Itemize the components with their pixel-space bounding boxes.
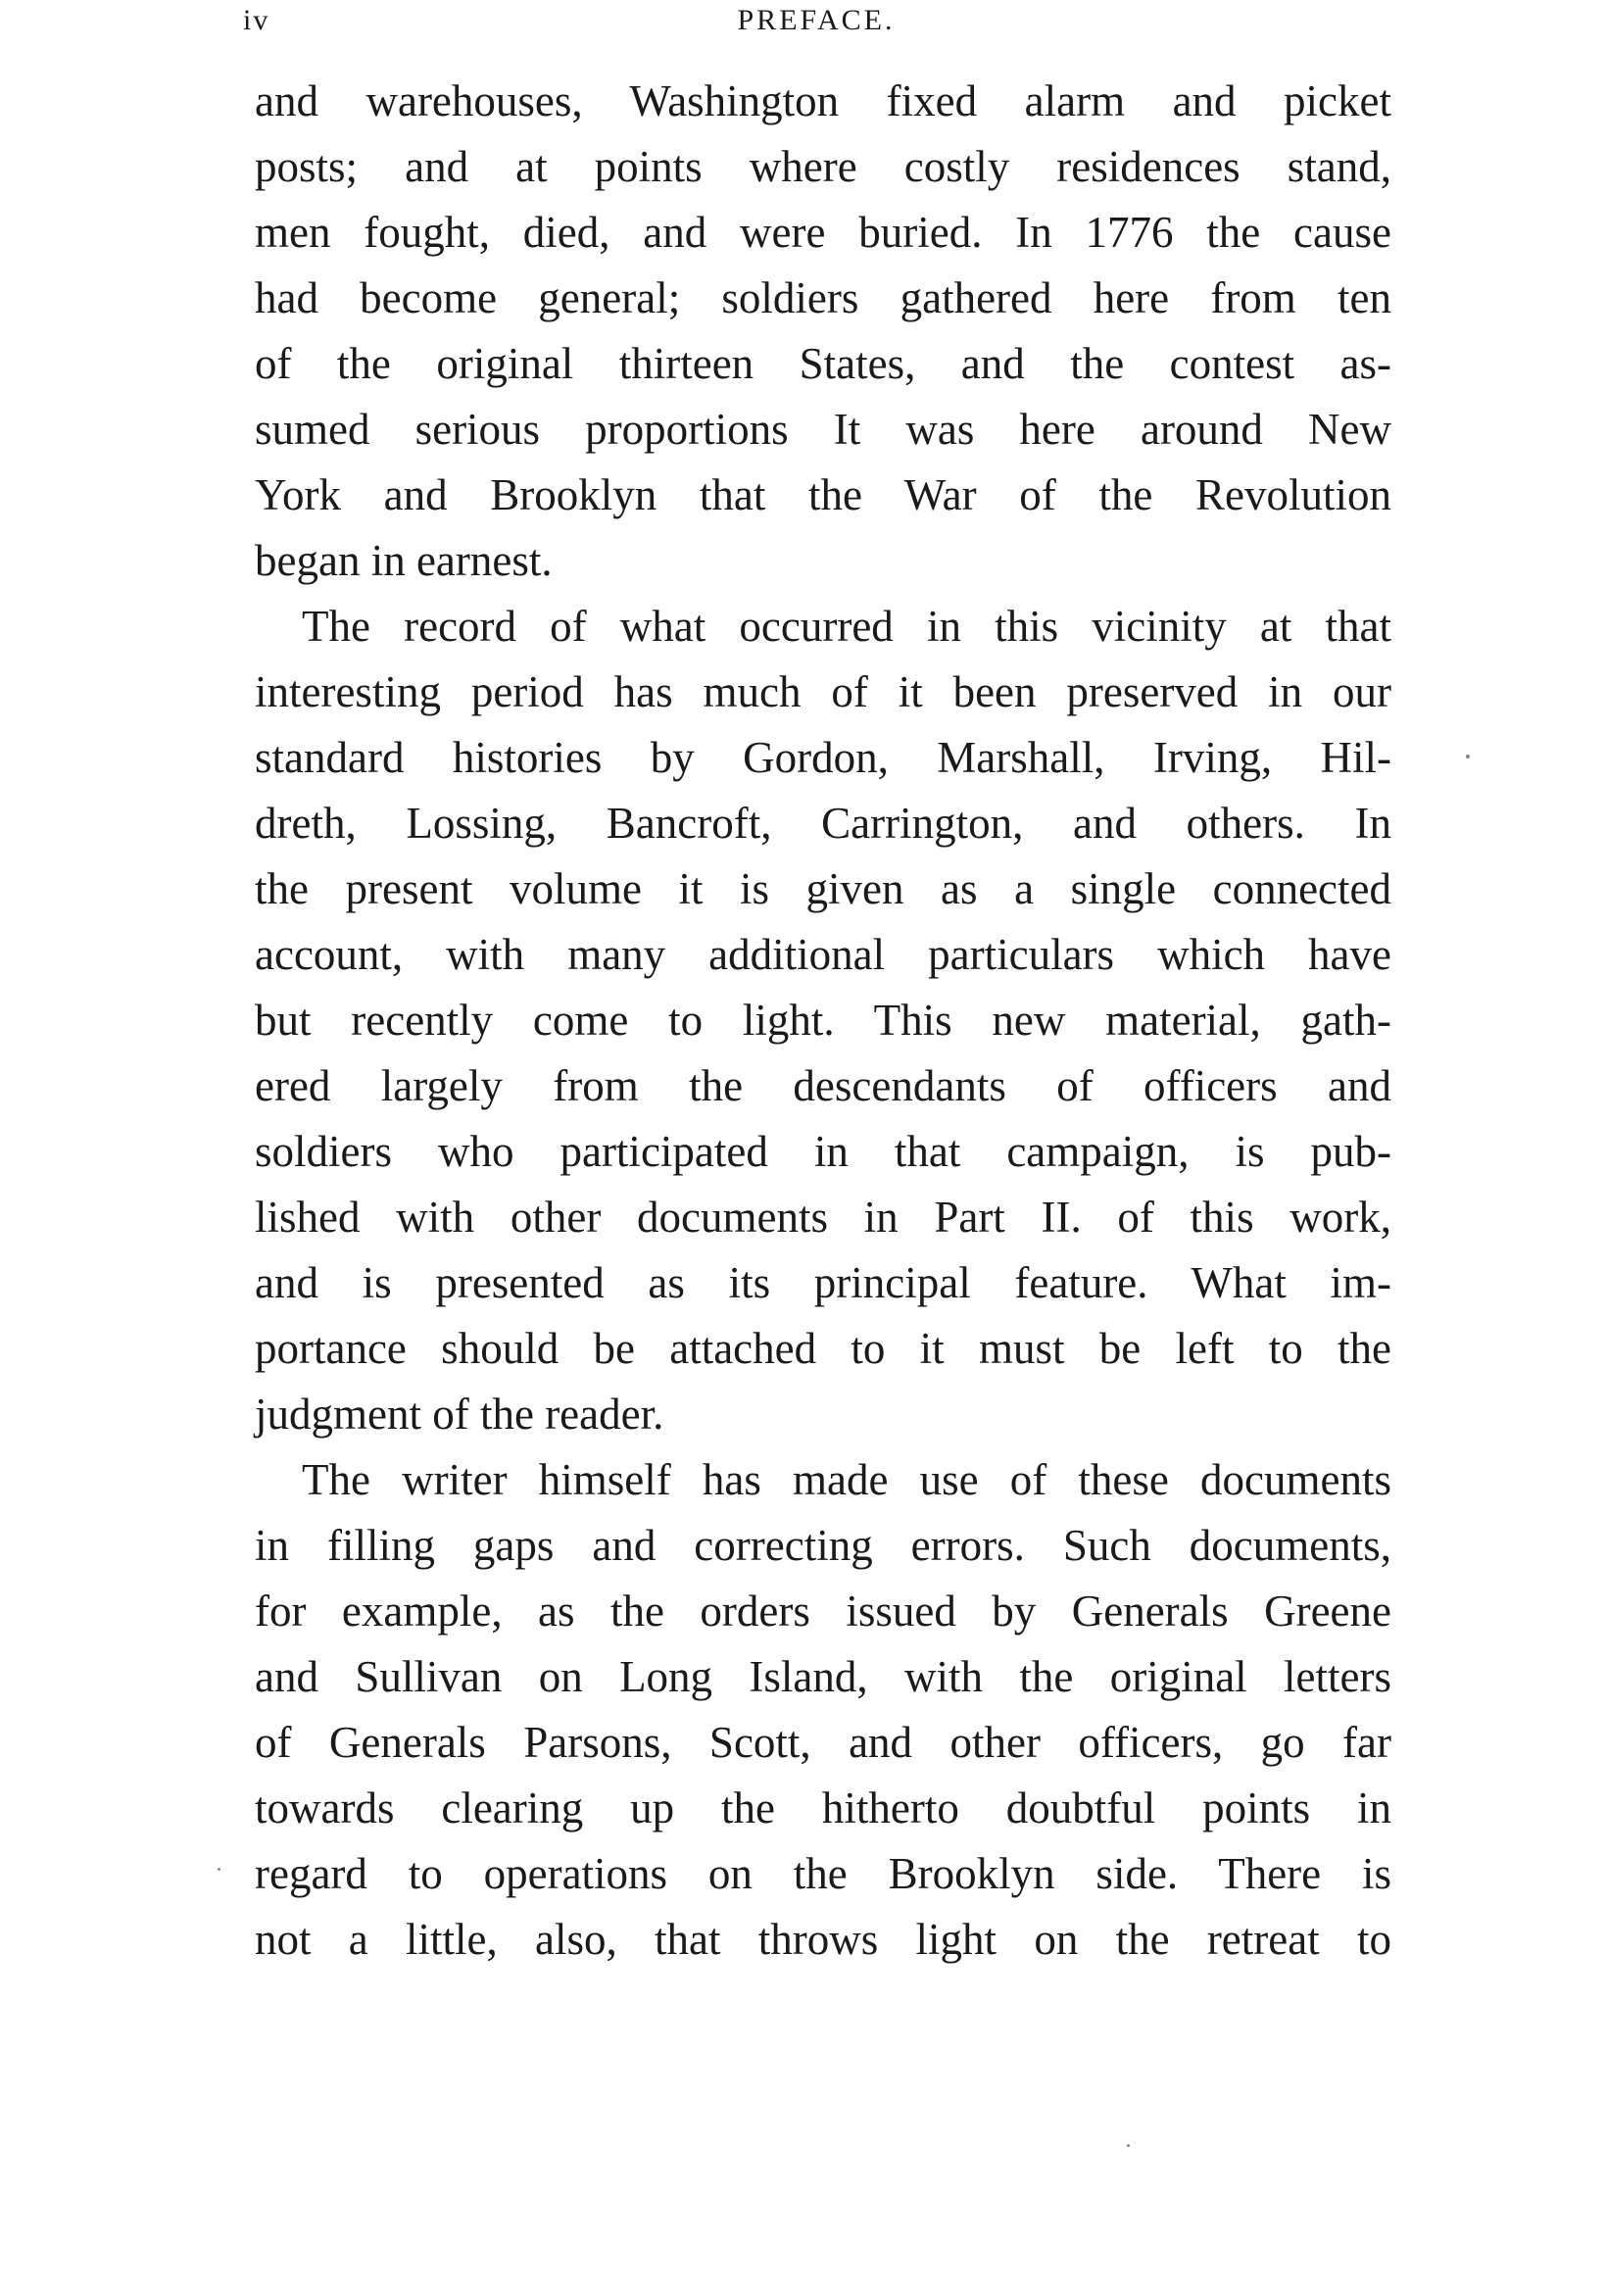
text-line: sumed serious proportions It was here around New (255, 405, 1391, 454)
text-line: had become general; soldiers gathered here from ten (255, 273, 1391, 322)
text-line: men fought, died, and were buried. In 1776 the cause (255, 208, 1391, 257)
text-line: the present volume it is given as a single connected (255, 864, 1391, 913)
text-line: The record of what occurred in this vicinity at that (302, 602, 1391, 651)
text-line: of the original thirteen States, and the contest as- (255, 339, 1391, 388)
text-line: but recently come to light. This new material, gath- (255, 996, 1391, 1045)
text-line: account, with many additional particulars which have (255, 930, 1391, 979)
scan-speck (1466, 755, 1470, 758)
text-line: lished with other documents in Part II. of this work, (255, 1193, 1391, 1242)
text-line: portance should be attached to it must be left to the (255, 1324, 1391, 1373)
text-line: towards clearing up the hitherto doubtful points in (255, 1783, 1391, 1832)
page-number: iv (243, 4, 270, 36)
text-line: judgment of the reader. (255, 1390, 664, 1439)
text-line: standard histories by Gordon, Marshall, Irving, Hil- (255, 733, 1391, 782)
paragraph-2 (255, 594, 1391, 1447)
text-line: ered largely from the descendants of officers and (255, 1061, 1391, 1110)
running-head (243, 4, 1389, 43)
text-line: for example, as the orders issued by Generals Greene (255, 1587, 1391, 1636)
text-line: The writer himself has made use of these documents (302, 1455, 1391, 1504)
scan-speck (218, 1868, 220, 1871)
text-line: of Generals Parsons, Scott, and other officers, go far (255, 1718, 1391, 1767)
body-text (255, 69, 1391, 1973)
text-line: York and Brooklyn that the War of the Revolution (255, 470, 1391, 519)
text-line: and warehouses, Washington fixed alarm and picket (255, 76, 1391, 125)
scan-speck (1127, 2144, 1130, 2147)
text-line: and Sullivan on Long Island, with the original letters (255, 1652, 1391, 1701)
text-line: began in earnest. (255, 536, 553, 585)
text-line: not a little, also, that throws light on the retreat to (255, 1915, 1391, 1964)
text-line: posts; and at points where costly residences stand, (255, 142, 1391, 191)
text-line: soldiers who participated in that campaign, is pub- (255, 1127, 1391, 1176)
text-line: regard to operations on the Brooklyn side. There is (255, 1849, 1391, 1898)
text-line: in filling gaps and correcting errors. Such documents, (255, 1521, 1391, 1570)
text-line: interesting period has much of it been preserved in our (255, 667, 1391, 716)
paragraph-3 (255, 1447, 1391, 1973)
text-line: and is presented as its principal feature. What im- (255, 1258, 1391, 1307)
running-title: PREFACE. (737, 4, 896, 36)
paragraph-1 (255, 69, 1391, 594)
text-line: dreth, Lossing, Bancroft, Carrington, and others. In (255, 799, 1391, 848)
